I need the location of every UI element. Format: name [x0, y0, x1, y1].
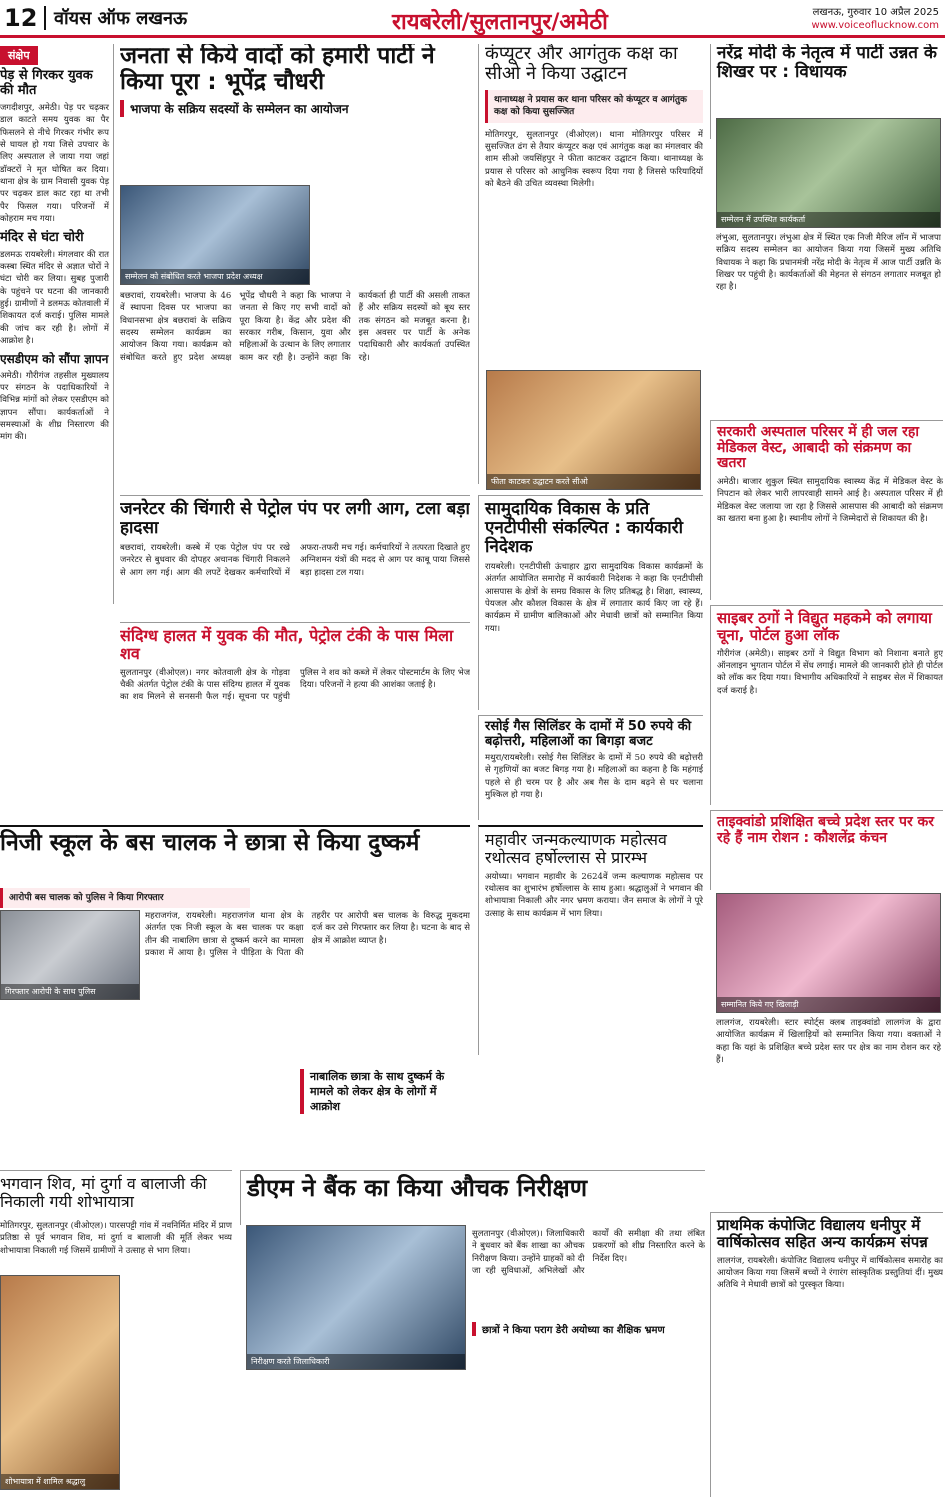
mahavir-headline: महावीर जन्मकल्याणक महोत्सव रथोत्सव हर्षोल्लास से प्रारम्भ	[485, 830, 667, 867]
briefs-column	[0, 44, 114, 604]
brief-1-headline: पेड़ से गिरकर युवक की मौत	[0, 68, 93, 98]
paper-name: वॉयस ऑफ लखनऊ	[44, 6, 187, 30]
briefs-tag: संक्षेप	[0, 46, 38, 65]
ntpc-story	[478, 495, 703, 710]
school-bus-callout-wrap	[0, 888, 250, 908]
bhagwan-photo	[0, 1275, 120, 1490]
masthead	[0, 0, 945, 38]
youth-story	[120, 622, 470, 787]
youth-body: सुलतानपुर (वीओएल)। नगर कोतवाली क्षेत्र के गोड़वा चैकी अंतर्गत पेट्रोल टंकी के पास संदिग्ध हालत में युवक का शव मिलने से सनसनी फैल गई। सूचना पर पहुंची पुलिस ने शव को कब्जे में लेकर पोस्टमार्टम के लिए भेज दिया। परिजनों ने हत्या की आशंका जताई है।	[120, 667, 470, 703]
computer-photo-caption: फीता काटकर उद्घाटन करते सीओ	[487, 474, 700, 489]
taekwondo-headline: ताइक्वांडो प्रशिक्षित बच्चे प्रदेश स्तर पर कर रहे हैं नाम रोशन : कौशलेंद्र कंचन	[717, 814, 935, 846]
hospital-story	[710, 420, 943, 600]
ntpc-headline: सामुदायिक विकास के प्रति एनटीपीसी संकल्पित : कार्यकारी निदेशक	[485, 499, 684, 558]
hospital-body: अमेठी। बाजार शुकुल स्थित सामुदायिक स्वास्थ्य केंद्र में मेडिकल वेस्ट के निपटान को लेकर भारी लापरवाही सामने आई है। अस्पताल परिसर में ही मेडिकल वेस्ट जलाया जा रहा है जिससे आसपास की आबादी को संक्रमण का खतरा बना हुआ है। स्थानीय लोगों ने जिम्मेदारों से शिकायत की है।	[717, 477, 943, 524]
school-bus-headline: निजी स्कूल के बस चालक ने छात्रा से किया दुष्कर्म	[0, 830, 420, 856]
mahavir-body: अयोध्या। भगवान महावीर के 2624वें जन्म कल्याणक महोत्सव पर रथोत्सव का शुभारंभ हर्षोल्लास के साथ हुआ। श्रद्धालुओं ने भगवान की शोभायात्रा निकाली और नगर भ्रमण कराया। जैन समाज के लोगों ने पूरे उत्साह के साथ कार्यक्रम में भाग लिया।	[485, 871, 703, 919]
computer-headline: कंप्यूटर और आगंतुक कक्ष का सीओ ने किया उद्घाटन	[485, 44, 678, 85]
bjp-headline: जनता से किये वादों को हमारी पार्टी ने किया पूरा : भूपेंद्र चौधरी	[120, 44, 435, 95]
taekwondo-story	[710, 810, 943, 890]
brief-3-headline: एसडीएम को सौंपा ज्ञापन	[0, 352, 109, 367]
primary-school-body: लालगंज, रायबरेली। कंपोजिट विद्यालय धनीपुर में वार्षिकोत्सव समारोह का आयोजन किया गया जिसमें बच्चों ने रंगारंग सांस्कृतिक प्रस्तुतियां दीं। मुख्य अतिथि ने मेधावी छात्रों को पुरस्कृत किया।	[717, 1255, 943, 1291]
gas-headline: रसोई गैस सिलिंडर के दामों में 50 रुपये की बढ़ोत्तरी, महिलाओं का बिगड़ा बजट	[485, 719, 692, 749]
taekwondo-photo	[716, 893, 941, 1013]
bjp-photo-caption: सम्मेलन को संबोधित करते भाजपा प्रदेश अध्यक्ष	[121, 269, 309, 284]
school-bus-photo-caption: गिरफ्तार आरोपी के साथ पुलिस	[1, 984, 139, 999]
modi-photo	[716, 118, 941, 228]
school-bus-subhead-wrap	[300, 1065, 470, 1125]
computer-callout: थानाध्यक्ष ने प्रयास कर थाना परिसर को कंप्यूटर व आगंतुक कक्ष को किया सुसज्जित	[485, 90, 703, 122]
date: लखनऊ, गुरुवार 10 अप्रैल 2025	[812, 7, 939, 18]
dateline	[811, 6, 939, 32]
modi-body: लंभुआ, सुलतानपुर। लंभुआ क्षेत्र में स्थित एक निजी मैरिज लॉन में भाजपा सक्रिय सदस्य सम्मेलन का आयोजन किया गया जिसमें मुख्य अतिथि विधायक ने कहा कि प्रधानमंत्री नरेंद्र मोदी के नेतृत्व में आज पार्टी उन्नति के शिखर पर पहुंची है। कार्यकर्ताओं की मेहनत से संगठन लगातार मजबूत हो रहा है।	[716, 233, 941, 293]
hospital-headline: सरकारी अस्पताल परिसर में ही जल रहा मेडिकल वेस्ट, आबादी को संक्रमण का खतरा	[717, 424, 919, 472]
cyber-story	[710, 605, 943, 805]
gas-body: मथुरा/रायबरेली। रसोई गैस सिलिंडर के दामों में 50 रुपये की बढ़ोत्तरी से गृहणियों का बजट बिगड़ गया है। महिलाओं का कहना है कि महंगाई पहले से ही चरम पर है और अब गैस के दाम बढ़ने से घर चलाना मुश्किल हो गया है।	[485, 753, 703, 801]
dm-headline: डीएम ने बैंक का किया औचक निरीक्षण	[247, 1174, 588, 1202]
brief-3-body: अमेठी। गौरीगंज तहसील मुख्यालय पर संगठन के पदाधिकारियों ने विभिन्न मांगों को लेकर एसडीएम को ज्ञापन सौंपा। कार्यकर्ताओं ने समस्याओं के शीघ्र निस्तारण की मांग की।	[0, 370, 109, 443]
section-title: रायबरेली/सुलतानपुर/अमेठी	[392, 10, 608, 35]
cyber-body: गौरीगंज (अमेठी)। साइबर ठगों ने विद्युत विभाग को निशाना बनाते हुए ऑनलाइन भुगतान पोर्टल में सेंध लगाई। मामले की जानकारी होते ही पोर्टल को लॉक कर दिया गया। विभागीय अधिकारियों ने साइबर सेल में शिकायत दर्ज कराई है।	[717, 648, 943, 696]
generator-story	[120, 495, 470, 615]
brief-2-headline: मंदिर से घंटा चोरी	[0, 230, 84, 246]
computer-photo	[486, 370, 701, 490]
brief-2-body: डलमऊ रायबरेली। मंगलवार की रात कस्बा स्थित मंदिर से अज्ञात चोरों ने घंटा चोरी कर लिया। सुबह पुजारी के पहुंचने पर घटना की जानकारी हुई। ग्रामीणों ने डलमऊ कोतवाली में शिकायत दर्ज कराई। पुलिस मामले की जांच कर रही है। लोगों में आक्रोश है।	[0, 249, 109, 346]
brief-1-body: जगदीशपुर, अमेठी। पेड़ पर चढ़कर डाल काटते समय युवक का पैर फिसलने से नीचे गिरकर गंभीर रूप से घायल हो गया जिसे उपचार के लिए अस्पताल ले जाया गया जहां डॉक्टरों ने मृत घोषित कर दिया। थाना क्षेत्र के ग्राम निवासी युवक पेड़ पर चढ़कर डाल काट रहा था तभी पैर फिसल गया। परिजनों में कोहराम मच गया।	[0, 103, 109, 224]
dm-photo	[246, 1225, 466, 1370]
dm-body: सुलतानपुर (वीओएल)। जिलाधिकारी ने बुधवार को बैंक शाखा का औचक निरीक्षण किया। उन्होंने ग्राहकों को दी जा रही सुविधाओं, अभिलेखों और कार्यों की समीक्षा की तथा लंबित प्रकरणों को शीघ्र निस्तारित करने के निर्देश दिए।	[472, 1229, 705, 1276]
dm-photo-caption: निरीक्षण करते जिलाधिकारी	[247, 1354, 465, 1369]
modi-headline: नरेंद्र मोदी के नेतृत्व में पार्टी उन्नत के शिखर पर : विधायक	[717, 44, 937, 83]
school-bus-story	[0, 825, 470, 885]
page-number: 12	[4, 4, 38, 32]
bjp-subhead: भाजपा के सक्रिय सदस्यों के सम्मेलन का आयोजन	[120, 100, 470, 117]
website-link[interactable]: www.voiceoflucknow.com	[811, 20, 939, 31]
computer-body: मोतिगरपुर, सुलतानपुर (वीओएल)। थाना मोतिगरपुर परिसर में सुसज्जित ढंग से तैयार कंप्यूटर कक्ष एवं आगंतुक कक्ष का मंगलवार की शाम सीओ जयसिंहपुर ने फीता काटकर उद्घाटन किया। थानाध्यक्ष के प्रयास से परिसर को आधुनिक स्वरूप दिया गया है जिससे फरियादियों को बैठने की उचित व्यवस्था मिलेगी।	[485, 129, 703, 189]
gas-story	[478, 715, 703, 820]
taekwondo-photo-caption: सम्मानित किये गए खिलाड़ी	[717, 997, 940, 1012]
dm-subhead-wrap	[472, 1318, 705, 1348]
generator-headline: जनरेटर की चिंगारी से पेट्रोल पंप पर लगी आग, टला बड़ा हादसा	[120, 499, 470, 539]
bjp-body: बछरावां, रायबरेली। भाजपा के 46 वें स्थापना दिवस पर भाजपा का विधानसभा क्षेत्र बछरावां के सक्रिय सदस्य सम्मेलन कार्यक्रम का आयोजन किया गया। कार्यक्रम को संबोधित करते हुए प्रदेश अध्यक्ष भूपेंद्र चौधरी ने कहा कि भाजपा ने जनता से किए गए सभी वादों को पूरा किया है। केंद्र और प्रदेश की सरकार गरीब, किसान, युवा और महिलाओं के उत्थान के लिए लगातार काम कर रही है। उन्होंने कहा कि कार्यकर्ता ही पार्टी की असली ताकत हैं और सक्रिय सदस्यों को बूथ स्तर तक संगठन को मजबूत करना है। इस अवसर पर पार्टी के अनेक पदाधिकारी और कार्यकर्ता उपस्थित रहे।	[120, 291, 470, 363]
school-bus-callout: आरोपी बस चालक को पुलिस ने किया गिरफ्तार	[0, 888, 250, 908]
school-bus-photo	[0, 910, 140, 1000]
mahavir-story	[478, 825, 703, 1055]
school-bus-subhead: नाबालिक छात्रा के साथ दुष्कर्म के मामले को लेकर क्षेत्र के लोगों में आक्रोश	[300, 1069, 470, 1114]
bhagwan-photo-caption: शोभायात्रा में शामिल श्रद्धालु	[1, 1474, 119, 1489]
bhagwan-headline: भगवान शिव, मां दुर्गा व बालाजी की निकाली गयी शोभायात्रा	[0, 1174, 207, 1211]
primary-school-headline: प्राथमिक कंपोजिट विद्यालय धनीपुर में वार्षिकोत्सव सहित अन्य कार्यक्रम संपन्न	[717, 1216, 928, 1251]
modi-photo-caption: सम्मेलन में उपस्थित कार्यकर्ता	[717, 212, 940, 227]
school-bus-body: महराजगंज, रायबरेली। महराजगंज थाना क्षेत्र के अंतर्गत एक निजी स्कूल के बस चालक पर कक्षा तीन की नाबालिग छात्रा से दुष्कर्म करने का मामला प्रकाश में आया है। पुलिस ने पीड़िता के पिता की तहरीर पर आरोपी बस चालक के विरुद्ध मुकदमा दर्ज कर उसे गिरफ्तार कर लिया है। घटना के बाद से क्षेत्र में आक्रोश व्याप्त है।	[145, 911, 470, 958]
youth-headline: संदिग्ध हालत में युवक की मौत, पेट्रोल टंकी के पास मिला शव	[120, 626, 454, 663]
bhagwan-body: मोतिगरपुर, सुलतानपुर (वीओएल)। पारसपट्टी गांव में नवनिर्मित मंदिर में प्राण प्रतिष्ठा से पूर्व भगवान शिव, मां दुर्गा व बालाजी की मूर्ति लेकर भव्य शोभायात्रा निकाली गई जिसमें ग्रामीणों ने उत्साह से भाग लिया।	[0, 1221, 232, 1256]
generator-body: बछरावां, रायबरेली। कस्बे में एक पेट्रोल पंप पर रखे जनरेटर से बुधवार की दोपहर अचानक चिंगारी निकलने से आग लग गई। आग की लपटें देखकर कर्मचारियों में अफरा-तफरी मच गई। कर्मचारियों ने तत्परता दिखाते हुए अग्निशमन यंत्रों की मदद से आग पर काबू पाया जिससे बड़ा हादसा टल गया।	[120, 543, 470, 578]
ntpc-body: रायबरेली। एनटीपीसी ऊंचाहार द्वारा सामुदायिक विकास कार्यक्रमों के अंतर्गत आयोजित समारोह में कार्यकारी निदेशक ने कहा कि एनटीपीसी आसपास के क्षेत्रों के समग्र विकास के लिए प्रतिबद्ध है। शिक्षा, स्वास्थ्य, पेयजल और कौशल विकास के क्षेत्र में लगातार कार्य किए जा रहे हैं। कार्यक्रम में ग्रामीण बालिकाओं और मेधावी छात्रों को सम्मानित किया गया।	[485, 562, 703, 634]
cyber-headline: साइबर ठगों ने विद्युत महकमे को लगाया चूना, पोर्टल हुआ लॉक	[717, 609, 932, 644]
primary-school-story	[710, 1212, 943, 1497]
dm-story	[240, 1170, 705, 1225]
bjp-photo	[120, 185, 310, 285]
dm-subhead: छात्रों ने किया पराग डेरी अयोध्या का शैक्षिक भ्रमण	[472, 1322, 705, 1336]
taekwondo-body: लालगंज, रायबरेली। स्टार स्पोर्ट्स क्लब ताइक्वांडो लालगंज के द्वारा आयोजित कार्यक्रम में खिलाड़ियों को सम्मानित किया गया। वक्ताओं ने कहा कि यहां के प्रशिक्षित बच्चे प्रदेश स्तर पर क्षेत्र का नाम रोशन कर रहे हैं।	[716, 1018, 941, 1065]
